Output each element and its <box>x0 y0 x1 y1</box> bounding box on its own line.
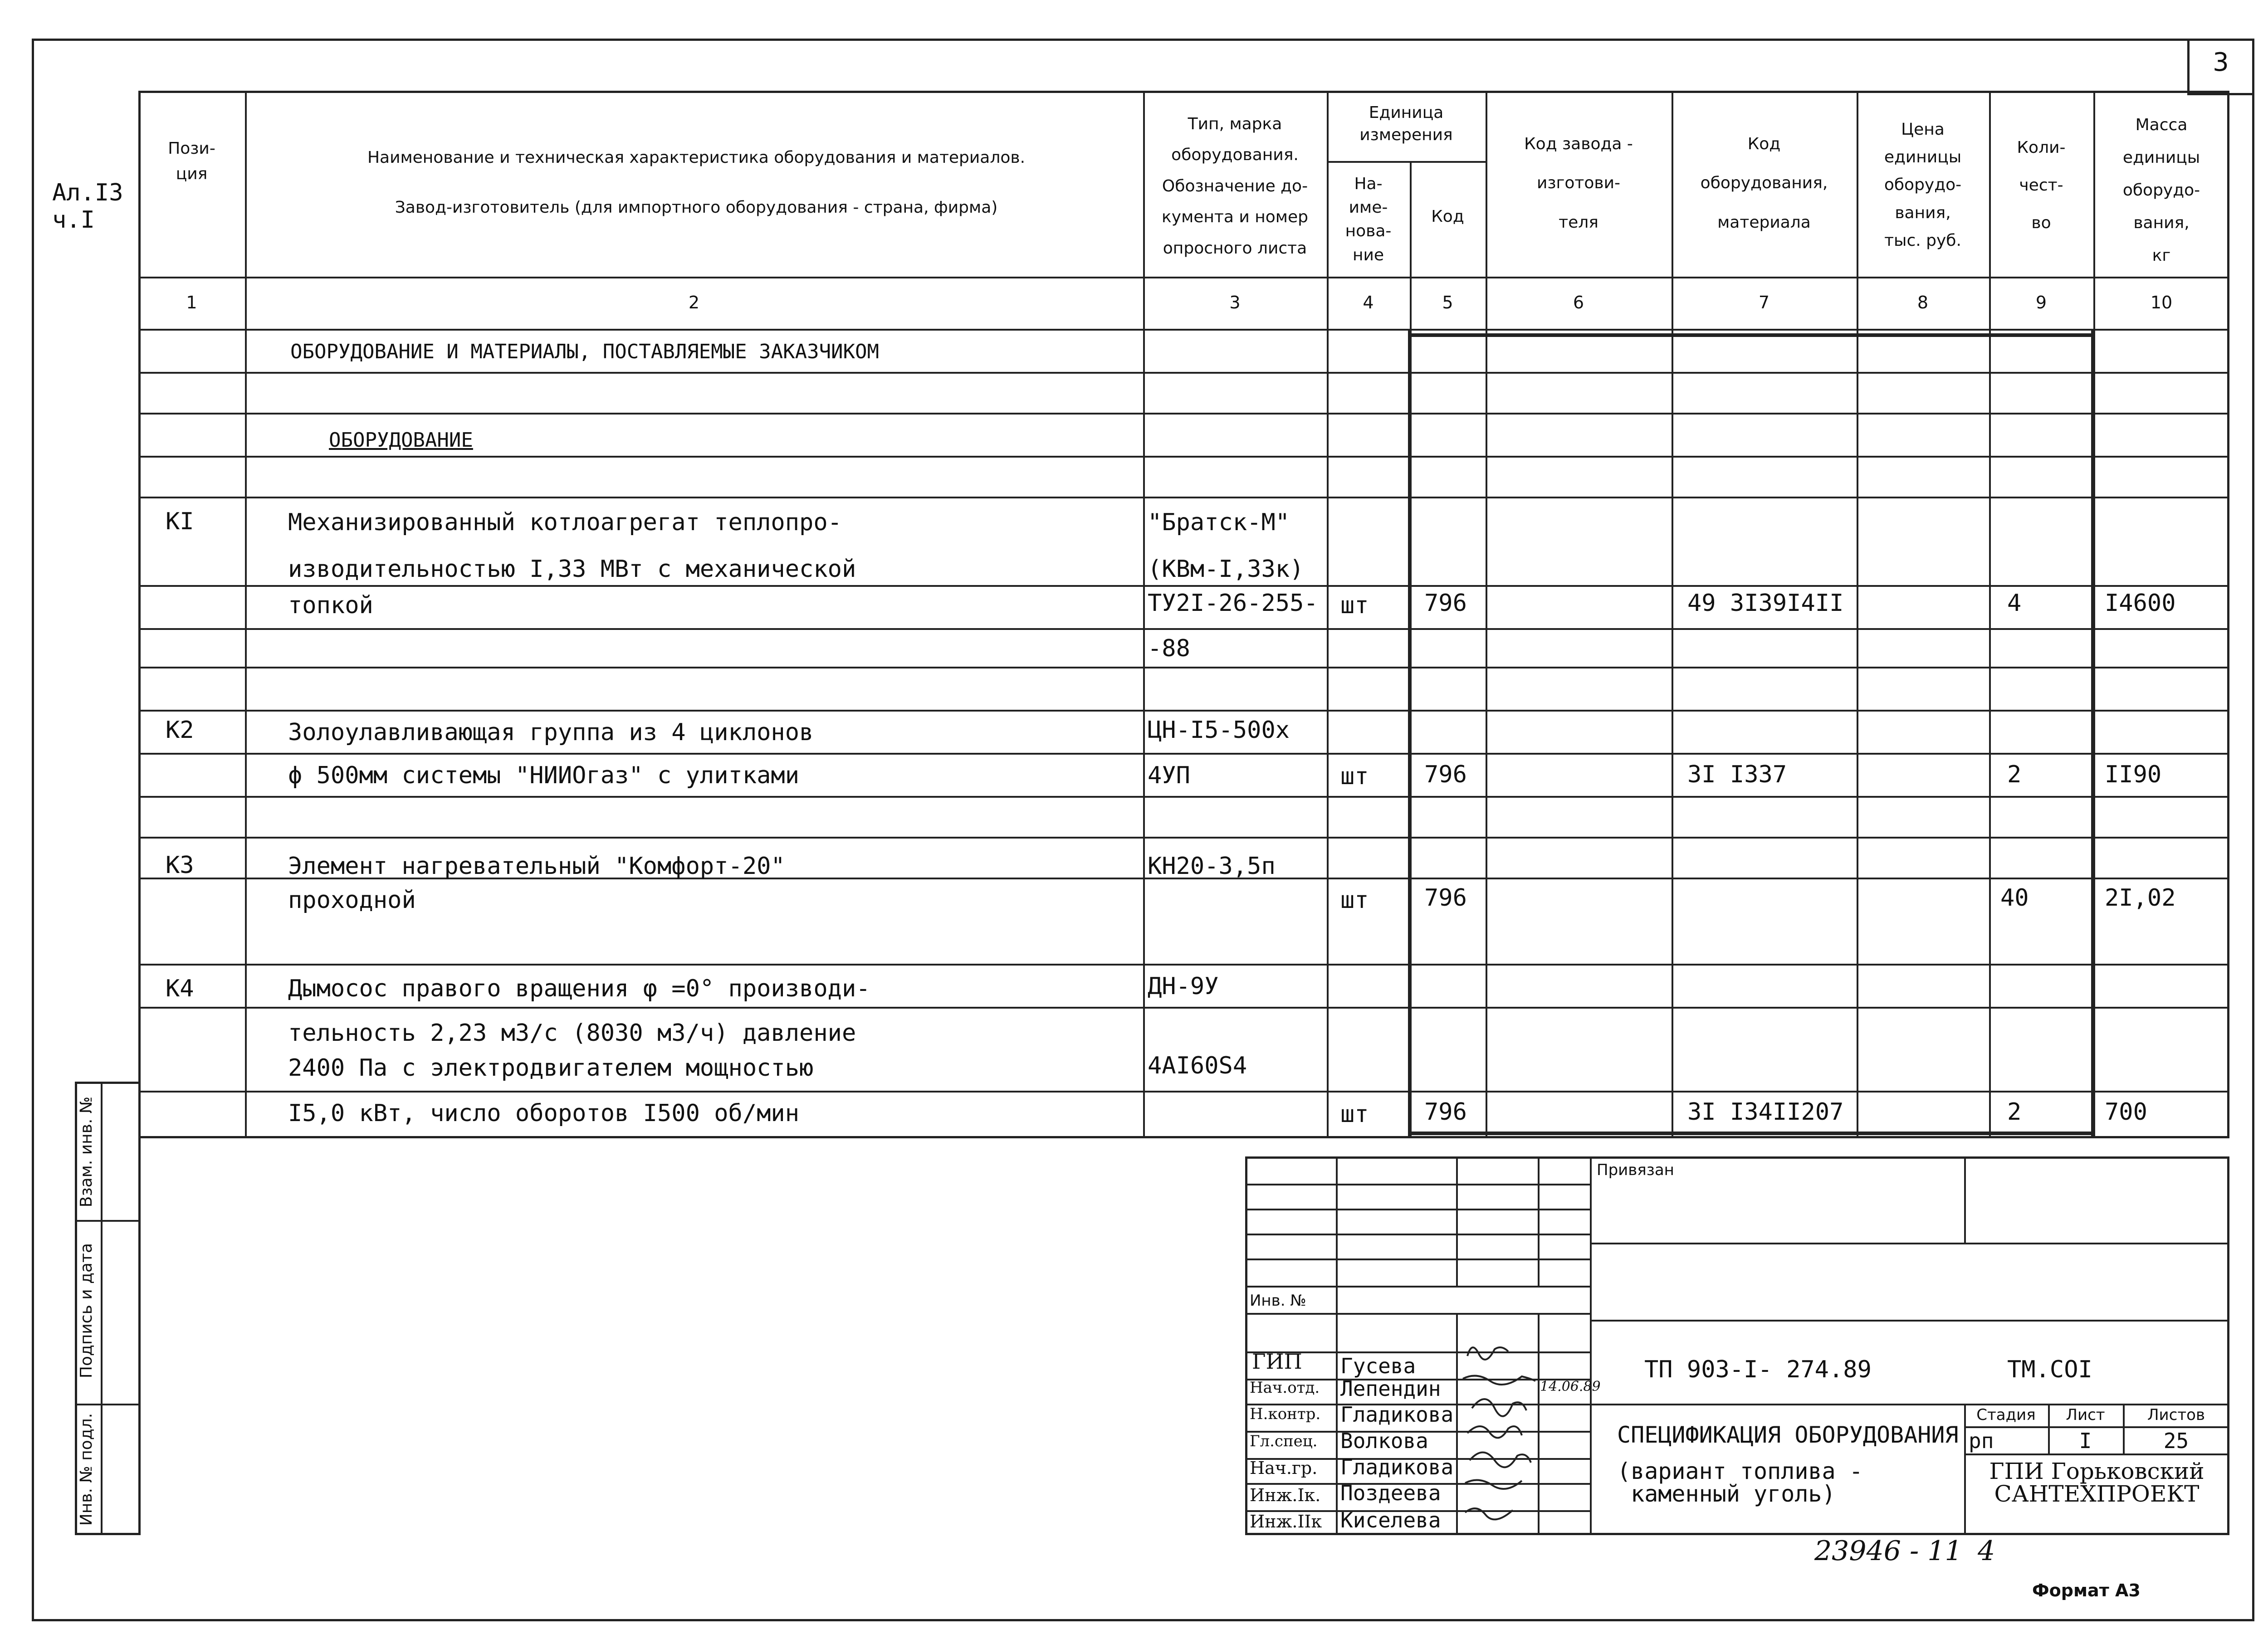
stamp-name-head-group: Гладикова <box>1340 1455 1454 1479</box>
col-number-5: 5 <box>1442 293 1453 312</box>
stamp-role-head-dept: Нач.отд. <box>1250 1379 1320 1397</box>
footer-suffix: 4 <box>1978 1535 1995 1567</box>
row-k1-type-3: ТУ2I-26-255- <box>1148 590 1318 617</box>
row-k3-position: К3 <box>166 852 194 879</box>
row-k2-unit-code: 796 <box>1424 761 1467 788</box>
stage-label: Стадия <box>1976 1406 2036 1424</box>
row-k4-unit: шт <box>1340 1101 1369 1128</box>
col-header-unit-name: На- име- нова- ние <box>1345 175 1392 264</box>
row-k3-quantity: 40 <box>2000 884 2029 912</box>
col-header-mass: Масса единицы оборудо- вания, кг <box>2122 116 2200 265</box>
row-k4-name-4: I5,0 кВт, число оборотов I500 об/мин <box>288 1100 800 1127</box>
row-k1-quantity: 4 <box>2007 590 2022 617</box>
stamp-inv-number-label: Инв. № <box>1250 1292 1306 1310</box>
stage-value: рп <box>1969 1429 1994 1453</box>
col-header-equipment-code: Код оборудования, материала <box>1700 135 1828 232</box>
document-code: ТП 903-I- 274.89 <box>1644 1356 1872 1383</box>
col-header-name-line1: Наименование и техническая характеристика оборудования и материалов. <box>367 148 1026 167</box>
footer-number: 23946 - 11 <box>1814 1535 1962 1567</box>
signatures-graphic <box>1458 1336 1590 1535</box>
stamp-name-eng-2: Киселева <box>1340 1508 1441 1532</box>
page-number: 3 <box>2213 48 2229 77</box>
album-label-2: ч.I <box>52 206 95 234</box>
row-k2-name-2: ϕ 500мм системы "НИИОгаз" с улитками <box>288 762 800 789</box>
row-k4-quantity: 2 <box>2007 1098 2022 1126</box>
col-number-7: 7 <box>1758 293 1770 312</box>
row-k1-type-4: -88 <box>1148 635 1190 662</box>
row-k3-unit-code: 796 <box>1424 884 1467 912</box>
row-k3-name-2: проходной <box>288 887 416 914</box>
col-number-9: 9 <box>2035 293 2047 312</box>
row-k1-type-1: "Братск-М" <box>1148 509 1290 536</box>
side-label-inv-original: Инв. № подл. <box>77 1413 96 1526</box>
sheets-label: Листов <box>2147 1406 2205 1424</box>
row-k3-type-1: КН20-3,5п <box>1148 853 1276 880</box>
stamp-date: 14.06.89 <box>1540 1379 1601 1395</box>
row-k2-type-1: ЦН-I5-500х <box>1148 717 1290 744</box>
col-header-type: Тип, марка оборудования. Обозначение до- кумента и номер опросного листа <box>1162 115 1308 258</box>
col-number-3: 3 <box>1229 293 1241 312</box>
side-label-signature-date: Подпись и дата <box>77 1243 96 1379</box>
document-title-1: СПЕЦИФИКАЦИЯ ОБОРУДОВАНИЯ <box>1617 1422 1959 1448</box>
row-k2-position: К2 <box>166 717 194 744</box>
row-k1-name-3: топкой <box>288 592 373 619</box>
row-k4-name-2: тельность 2,23 м3/с (8030 м3/ч) давление <box>288 1019 856 1047</box>
sheet-value: I <box>2079 1429 2092 1453</box>
row-k3-mass: 2I,02 <box>2105 884 2176 912</box>
row-k4-type-3: 4АI60S4 <box>1148 1052 1247 1079</box>
col-header-unit-code: Код <box>1431 207 1464 226</box>
organization-1: ГПИ Горьковский <box>1989 1458 2204 1484</box>
sheet-label: Лист <box>2066 1406 2105 1424</box>
row-k1-type-2: (КВм-I,33к) <box>1148 556 1304 583</box>
row-k1-unit-code: 796 <box>1424 590 1467 617</box>
col-number-6: 6 <box>1573 293 1584 312</box>
stamp-role-chief-spec: Гл.спец. <box>1250 1432 1318 1450</box>
row-k2-mass: II90 <box>2105 761 2162 788</box>
sheet-code: ТМ.СОI <box>2007 1356 2092 1383</box>
stamp-role-eng-1: Инж.Iк. <box>1250 1485 1321 1505</box>
stamp-name-eng-1: Поздеева <box>1340 1481 1441 1505</box>
stamp-role-norm-control: Н.контр. <box>1250 1405 1321 1423</box>
row-k4-equipment-code: 3I I34II207 <box>1687 1098 1844 1126</box>
row-k3-unit: шт <box>1340 887 1369 914</box>
col-header-position: Пози- ция <box>168 139 215 183</box>
stamp-role-head-group: Нач.гр. <box>1250 1458 1318 1478</box>
row-k1-equipment-code: 49 3I39I4II <box>1687 590 1844 617</box>
row-k4-type-1: ДН-9У <box>1148 973 1219 1000</box>
row-k2-quantity: 2 <box>2007 761 2022 788</box>
col-header-quantity: Коли- чест- во <box>2017 138 2066 232</box>
stamp-role-eng-2: Инж.IIк <box>1250 1512 1322 1532</box>
col-header-price: Цена единицы оборудо- вания, тыс. руб. <box>1884 120 1962 250</box>
col-header-plant-code: Код завода - изготови- теля <box>1524 135 1633 232</box>
section-title: ОБОРУДОВАНИЕ И МАТЕРИАЛЫ, ПОСТАВЛЯЕМЫЕ ЗАКАЗЧИКОМ <box>290 340 880 363</box>
col-number-8: 8 <box>1917 293 1929 312</box>
col-header-name-line2: Завод-изготовитель (для импортного оборудования - страна, фирма) <box>395 198 998 217</box>
sheets-value: 25 <box>2163 1429 2189 1453</box>
row-k4-position: К4 <box>166 975 194 1002</box>
col-number-1: 1 <box>186 293 197 312</box>
row-k2-name-1: Золоулавливающая группа из 4 циклонов <box>288 719 814 746</box>
col-header-unit: Единица измерения <box>1359 103 1453 144</box>
row-k1-unit: шт <box>1340 592 1369 619</box>
stamp-name-gip: Гусева <box>1340 1354 1416 1378</box>
document-title-3: каменный уголь) <box>1617 1481 1836 1507</box>
col-number-2: 2 <box>688 293 700 312</box>
row-k4-name-3: 2400 Па с электродвигателем мощностью <box>288 1054 814 1082</box>
row-k4-name-1: Дымосос правого вращения φ =0° производи- <box>288 975 870 1002</box>
stamp-attached-label: Привязан <box>1597 1161 1674 1179</box>
row-k2-equipment-code: 3I I337 <box>1687 761 1787 788</box>
row-k1-mass: I4600 <box>2105 590 2176 617</box>
stamp-name-head-dept: Лепендин <box>1340 1376 1441 1401</box>
stamp-name-norm-control: Гладикова <box>1340 1402 1454 1427</box>
album-label-1: Ал.I3 <box>52 179 123 206</box>
document-title-2: (вариант топлива - <box>1617 1458 1863 1484</box>
col-number-4: 4 <box>1363 293 1374 312</box>
subsection-title: ОБОРУДОВАНИЕ <box>329 429 473 452</box>
row-k1-name-1: Механизированный котлоагрегат теплопро- <box>288 509 842 536</box>
col-number-10: 10 <box>2150 293 2173 312</box>
row-k4-unit-code: 796 <box>1424 1098 1467 1126</box>
row-k2-type-2: 4УП <box>1148 762 1190 789</box>
side-label-replaced-inv: Взам. инв. № <box>77 1096 96 1208</box>
organization-2: САНТЕХПРОЕКТ <box>1994 1481 2200 1507</box>
stamp-name-chief-spec: Волкова <box>1340 1429 1428 1453</box>
row-k4-mass: 700 <box>2105 1098 2147 1126</box>
row-k1-name-2: изводительностью I,33 МВт с механической <box>288 556 856 583</box>
stamp-role-gip: ГИП <box>1252 1349 1302 1374</box>
row-k3-name-1: Элемент нагревательный "Комфорт-20" <box>288 853 785 880</box>
row-k2-unit: шт <box>1340 763 1369 790</box>
format-label: Формат А3 <box>2032 1580 2141 1600</box>
row-k1-position: KI <box>166 508 194 535</box>
